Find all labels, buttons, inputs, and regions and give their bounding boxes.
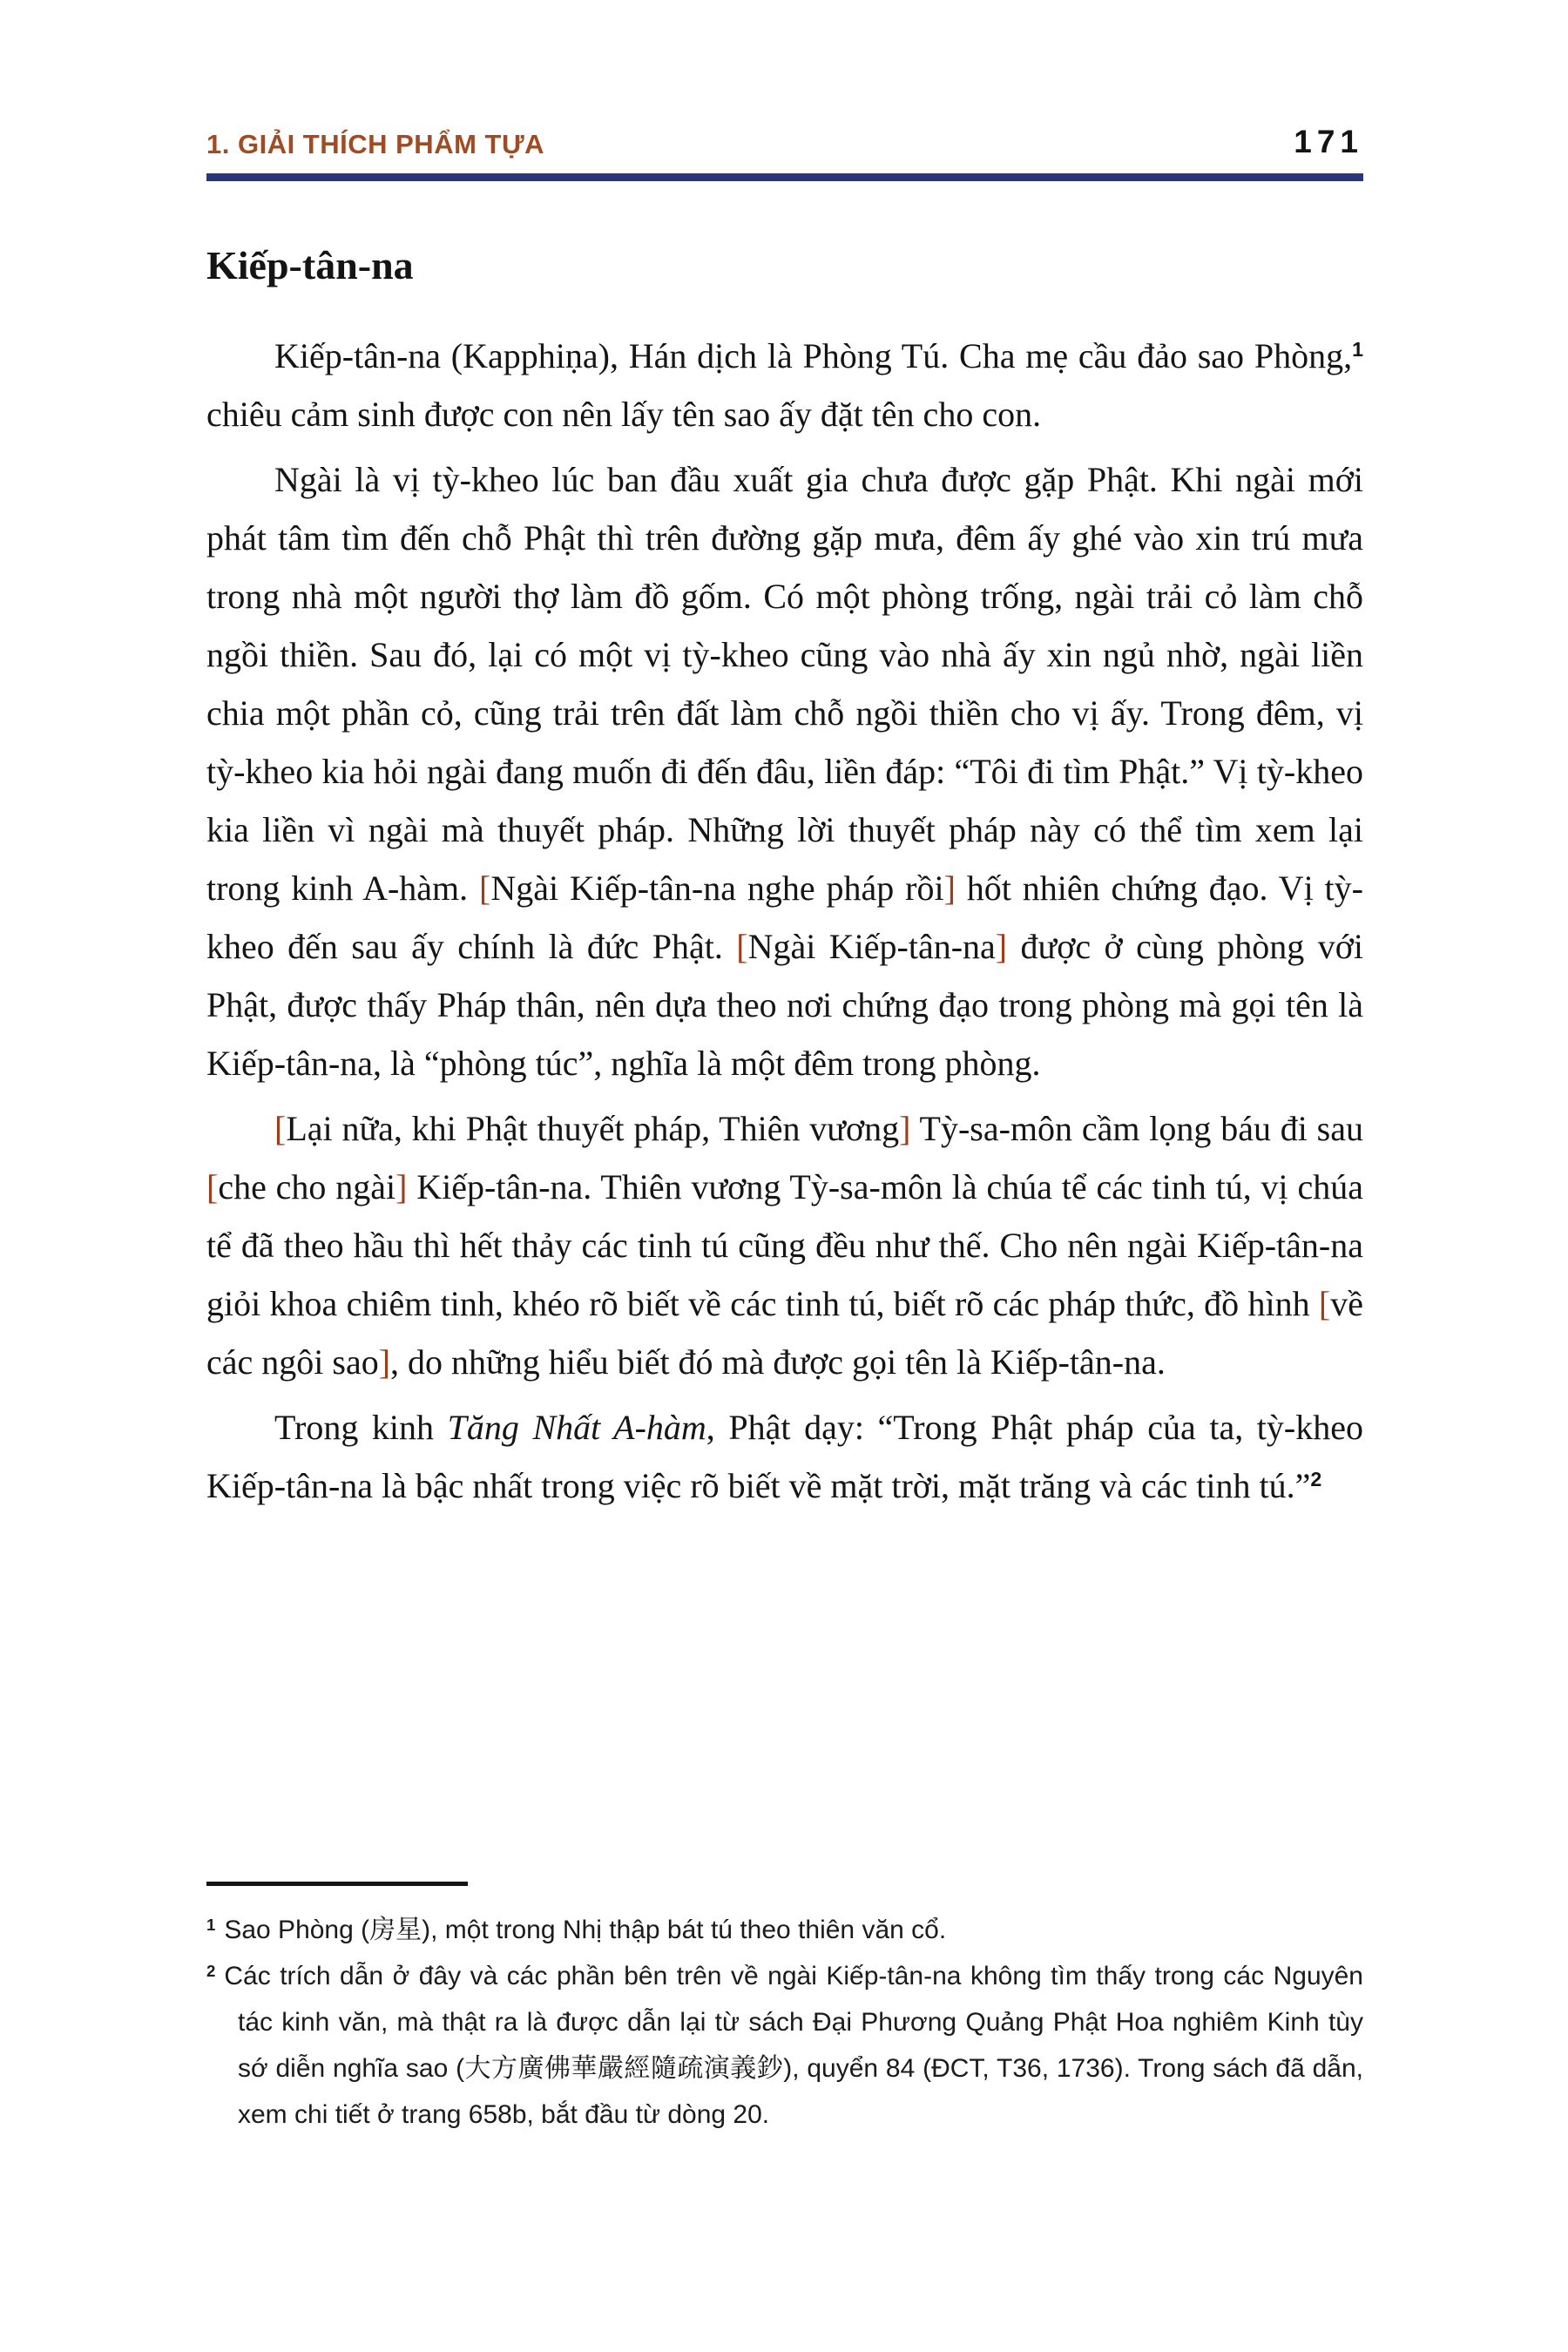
red-open-bracket: [ — [274, 1108, 287, 1148]
text-run: che cho ngài — [218, 1166, 396, 1206]
entry-title: Kiếp-tân-na — [206, 243, 414, 287]
red-close-bracket: ] — [943, 868, 956, 908]
paragraph — [206, 1398, 1363, 1515]
footnote-separator — [206, 1882, 468, 1886]
text-run: Trong kinh — [274, 1407, 448, 1447]
page-header — [206, 124, 1363, 181]
red-close-bracket: ] — [899, 1108, 911, 1148]
footnote-block — [206, 1882, 1363, 2138]
text-run: Tỳ-sa-môn cầm lọng báu đi sau — [910, 1108, 1363, 1148]
text-run: , do những hiểu biết đó mà được gọi tên là Kiếp-tân-na. — [390, 1342, 1166, 1382]
footnote-reference: 1 — [1352, 337, 1363, 361]
paragraph — [206, 450, 1363, 1092]
text-run: Lại nữa, khi Phật thuyết pháp, Thiên vương — [286, 1108, 900, 1148]
running-head — [206, 124, 1363, 160]
red-open-bracket: [ — [479, 868, 491, 908]
red-close-bracket: ] — [378, 1342, 391, 1382]
red-open-bracket: [ — [736, 926, 748, 966]
text-run: về các ngôi sao — [206, 1283, 1363, 1382]
cjk-text: 房星 — [369, 1915, 422, 1945]
text-run: Ngài là vị tỳ-kheo lúc ban đầu xuất gia chưa được gặp Phật. Khi ngài mới phát tâm tìm đến chỗ Phật thì trên đường gặp mưa, đêm ấy ghé vào xin trú mưa trong nhà một người thợ làm đồ gốm. Có một phòng trống, ngài trải cỏ làm chỗ ngồi thiền. Sau đó, lại có một vị tỳ-kheo cũng vào nhà ấy xin ngủ nhờ, ngài liền chia một phần cỏ, cũng trải trên đất làm chỗ ngồi thiền cho vị ấy. Trong đêm, vị tỳ-kheo kia hỏi ngài đang muốn đi đến đâu, liền đáp: “Tôi đi tìm Phật.” Vị tỳ-kheo kia liền vì ngài mà thuyết pháp. Những lời thuyết pháp này có thể tìm xem lại trong kinh A-hàm. — [206, 459, 1363, 908]
section-label: 1. GIẢI THÍCH PHẨM TỰA — [206, 129, 545, 159]
text-run: ), một trong Nhị thập bát tú theo thiên văn cổ. — [422, 1916, 947, 1944]
text-run: Ngài Kiếp-tân-na nghe pháp rồi — [490, 868, 944, 908]
text-run: Các trích dẫn ở đây và các phần bên trên về ngài Kiếp-tân-na không tìm thấy trong các Nguyên tác kinh văn, mà thật ra là được dẫn lại từ sách Đại Phương Quảng Phật Hoa nghiêm Kinh tùy sớ diễn nghĩa sao ( — [224, 1962, 1363, 2083]
text-run: Sao Phòng ( — [224, 1916, 370, 1944]
header-rule — [206, 173, 1363, 181]
text-run: được ở cùng phòng với Phật, được thấy Pháp thân, nên dựa theo nơi chứng đạo trong phòng mà gọi tên là Kiếp-tân-na, là “phòng túc”, nghĩa là một đêm trong phòng. — [206, 926, 1363, 1083]
work-title: Tăng Nhất A-hàm — [447, 1407, 706, 1447]
paragraph — [206, 1099, 1363, 1391]
paragraph — [206, 327, 1363, 443]
footnotes — [206, 1907, 1363, 2138]
red-open-bracket: [ — [206, 1166, 219, 1206]
body-text — [206, 327, 1363, 1515]
bracketed-insertion — [479, 868, 956, 908]
red-open-bracket: [ — [1318, 1283, 1331, 1323]
red-close-bracket: ] — [395, 1166, 408, 1206]
red-close-bracket: ] — [995, 926, 1008, 966]
text-run: Kiếp-tân-na (Kapphiṇa), Hán dịch là Phòng Tú. Cha mẹ cầu đảo sao Phòng, — [274, 335, 1353, 375]
page-number: 171 — [1294, 124, 1363, 159]
text-run: Ngài Kiếp-tân-na — [747, 926, 996, 966]
text-run: ), quyển 84 (ĐCT, T36, 1736). Trong sách đã dẫn, xem chi tiết ở trang 658b, bắt đầu từ dòng 20. — [238, 2054, 1363, 2129]
footnote-reference: 2 — [1310, 1467, 1322, 1490]
cjk-text: 大方廣佛華嚴經隨疏演義鈔 — [464, 2053, 784, 2084]
bracketed-insertion — [274, 1109, 910, 1148]
footnote — [206, 1907, 1363, 1953]
bracketed-insertion — [736, 927, 1007, 966]
footnote — [206, 1953, 1363, 2138]
text-run: chiêu cảm sinh được con nên lấy tên sao ấy đặt tên cho con. — [206, 394, 1042, 434]
text-run: Kiếp-tân-na. Thiên vương Tỳ-sa-môn là chúa tể các tinh tú, vị chúa tể đã theo hầu thì hết thảy các tinh tú cũng đều như thế. Cho nên ngài Kiếp-tân-na giỏi khoa chiêm tinh, khéo rõ biết về các tinh tú, biết rõ các pháp thức, đồ hình — [206, 1166, 1363, 1323]
text-run: , Phật dạy: “Trong Phật pháp của ta, tỳ-kheo Kiếp-tân-na là bậc nhất trong việc rõ biết về mặt trời, mặt trăng và các tinh tú.” — [206, 1407, 1363, 1505]
footnote-marker: 2 — [206, 1961, 216, 1980]
bracketed-insertion — [206, 1167, 407, 1206]
text-run: hốt nhiên chứng đạo. Vị tỳ-kheo đến sau ấy chính là đức Phật. — [206, 868, 1363, 966]
footnote-marker: 1 — [206, 1915, 216, 1934]
